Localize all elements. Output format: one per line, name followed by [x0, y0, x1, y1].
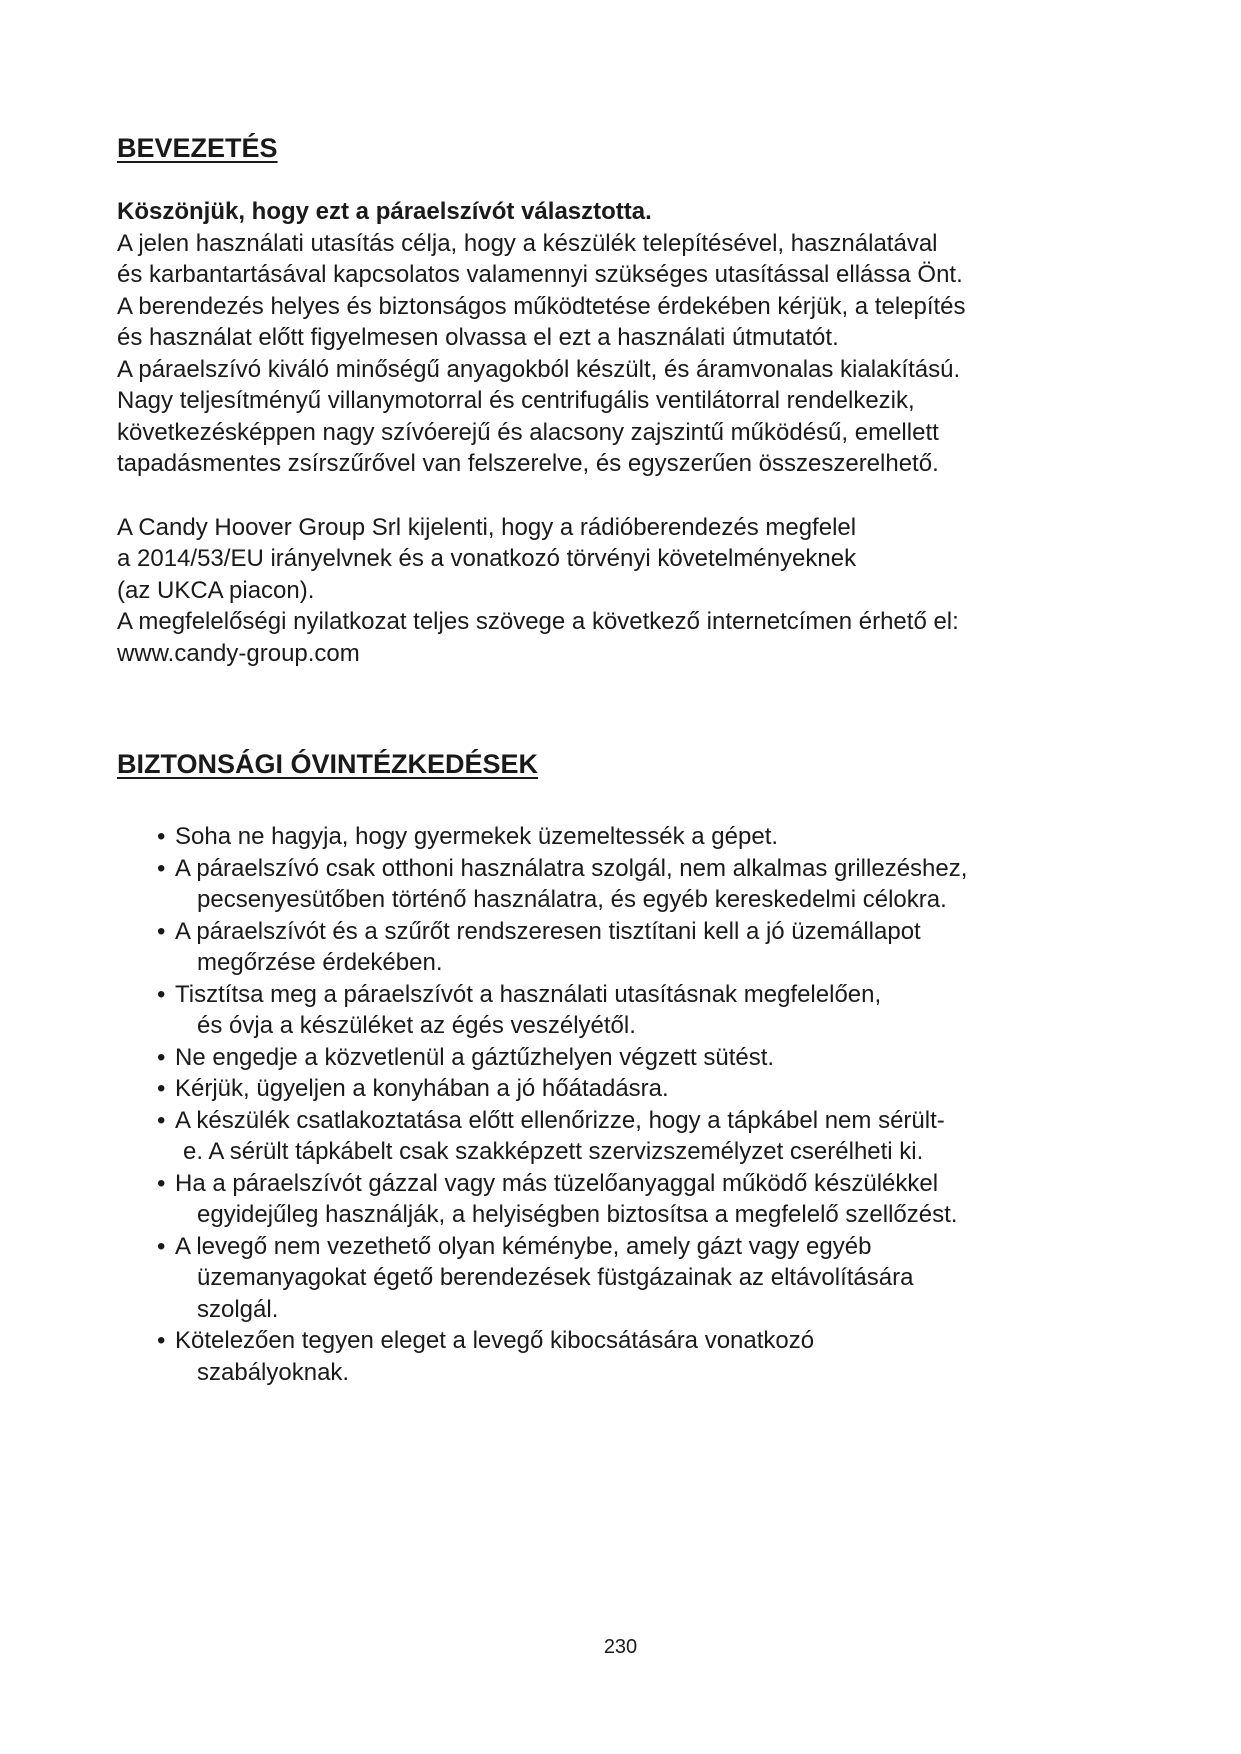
safety-item [157, 1105, 1117, 1168]
safety-item-text: Soha ne hagyja, hogy gyermekek üzemeltessék a gépet. [175, 823, 779, 850]
safety-item-continuation: megőrzése érdekében. [197, 949, 443, 976]
safety-item [157, 1168, 1117, 1231]
bullet-dot: • [157, 1043, 166, 1071]
declaration-line: a 2014/53/EU irányelvnek és a vonatkozó törvényi követelményeknek [117, 545, 857, 572]
bullet-dot: • [157, 1232, 166, 1260]
safety-item-text: Ne engedje a közvetlenül a gáztűzhelyen végzett sütést. [175, 1043, 775, 1071]
safety-item [157, 979, 1117, 1042]
bullet-dot: • [157, 1106, 166, 1134]
safety-item [157, 1042, 1117, 1074]
safety-item-continuation: szolgál. [197, 1295, 279, 1323]
safety-item-text: Kötelezően tegyen eleget a levegő kibocsátására vonatkozó [175, 1327, 815, 1354]
bullet-dot: • [157, 823, 166, 850]
safety-list [157, 821, 1117, 1388]
intro-line: A páraelszívó kiváló minőségű anyagokból készült, és áramvonalas kialakítású. [117, 355, 961, 383]
heading-safety-precautions: BIZTONSÁGI ÓVINTÉZKEDÉSEK [117, 749, 539, 779]
bullet-dot: • [157, 917, 166, 945]
safety-item-text: A páraelszívót és a szűrőt rendszeresen tisztítani kell a jó üzemállapot [175, 917, 921, 945]
safety-item-continuation: üzemanyagokat égető berendezések füstgázainak az eltávolítására [197, 1264, 914, 1291]
bullet-dot: • [157, 1327, 166, 1354]
safety-item-text: A készülék csatlakoztatása előtt ellenőrizze, hogy a tápkábel nem sérült- [175, 1106, 945, 1134]
website-url: www.candy-group.com [117, 639, 360, 667]
safety-item-text: Tisztítsa meg a páraelszívót a használati utasításnak megfelelően, [175, 980, 882, 1008]
declaration-line: A Candy Hoover Group Srl kijelenti, hogy a rádióberendezés megfelel [117, 513, 857, 541]
heading-introduction: BEVEZETÉS [117, 133, 278, 163]
intro-line: tapadásmentes zsírszűrővel van felszerelve, és egyszerűen összeszerelhető. [117, 450, 939, 477]
safety-item-continuation: egyidejűleg használják, a helyiségben biztosítsa a megfelelő szellőzést. [197, 1201, 958, 1228]
safety-item-continuation: pecsenyesütőben történő használatra, és egyéb kereskedelmi célokra. [197, 886, 947, 913]
introduction-section [117, 196, 1137, 669]
safety-item-continuation: szabályoknak. [197, 1358, 350, 1386]
declaration-line: A megfelelőségi nyilatkozat teljes szövege a következő internetcímen érhető el: [117, 608, 959, 635]
paragraph-gap [117, 480, 1137, 512]
safety-item [157, 1325, 1117, 1388]
safety-item-continuation: és óvja a készüléket az égés veszélyétől. [197, 1012, 636, 1039]
safety-item-continuation: e. A sérült tápkábelt csak szakképzett szervizszemélyzet cserélheti ki. [183, 1138, 924, 1165]
intro-line: Nagy teljesítményű villanymotorral és centrifugális ventilátorral rendelkezik, [117, 387, 915, 414]
safety-item-text: Ha a páraelszívót gázzal vagy más tüzelőanyaggal működő készülékkel [175, 1169, 939, 1197]
intro-line: A jelen használati utasítás célja, hogy a készülék telepítésével, használatával [117, 229, 938, 257]
safety-item-text: Kérjük, ügyeljen a konyhában a jó hőátadásra. [175, 1075, 669, 1102]
safety-item [157, 821, 1117, 853]
bullet-dot: • [157, 854, 166, 882]
intro-line: és karbantartásával kapcsolatos valamennyi szükséges utasítással ellássa Önt. [117, 261, 963, 288]
safety-item-text: A páraelszívó csak otthoni használatra szolgál, nem alkalmas grillezéshez, [175, 854, 968, 882]
safety-item [157, 1231, 1117, 1326]
declaration-line: (az UKCA piacon). [117, 576, 315, 604]
page-number: 230 [603, 1636, 638, 1658]
safety-item [157, 853, 1117, 916]
intro-line: A berendezés helyes és biztonságos működtetése érdekében kérjük, a telepítés [117, 292, 966, 320]
bullet-dot: • [157, 980, 166, 1008]
intro-line: és használat előtt figyelmesen olvassa el ezt a használati útmutatót. [117, 324, 839, 351]
bullet-dot: • [157, 1075, 166, 1102]
safety-item-text: A levegő nem vezethető olyan kéménybe, amely gázt vagy egyéb [175, 1232, 872, 1260]
bullet-dot: • [157, 1169, 166, 1197]
intro-line: következésképpen nagy szívóerejű és alacsony zajszintű működésű, emellett [117, 418, 939, 446]
thank-you-line: Köszönjük, hogy ezt a páraelszívót választotta. [117, 198, 652, 225]
safety-item [157, 1073, 1117, 1105]
safety-item [157, 916, 1117, 979]
